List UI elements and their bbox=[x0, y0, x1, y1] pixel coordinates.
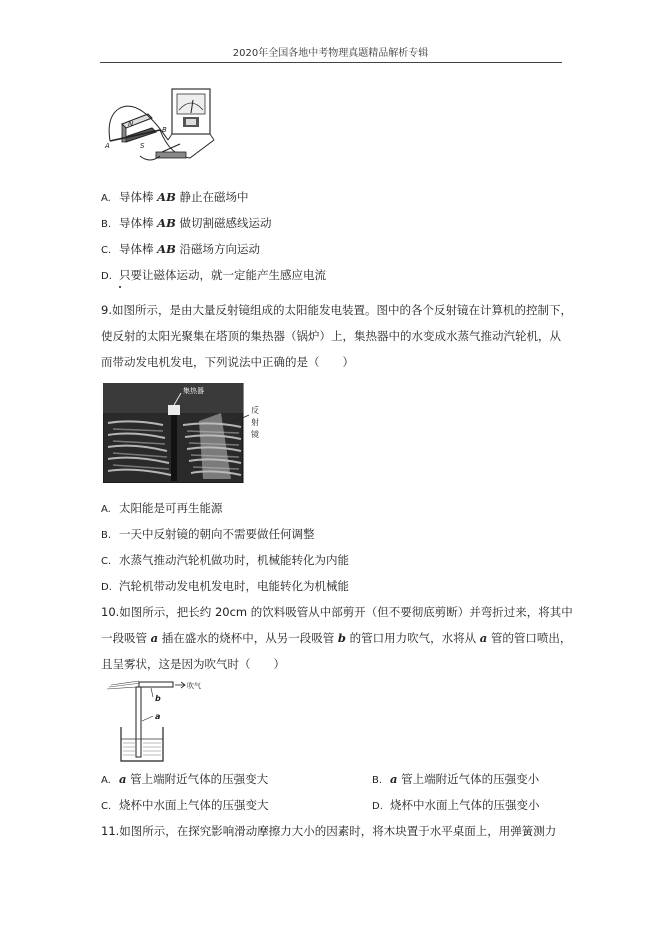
q8-option-d: D. 只要让磁体运动，就一定能产生感应电流 bbox=[101, 268, 326, 282]
q8-label-n: N bbox=[128, 120, 134, 128]
q9-option-a: A. 太阳能是可再生能源 bbox=[101, 501, 223, 515]
q10-option-a: A. a 管上端附近气体的压强变大 bbox=[101, 772, 269, 786]
q9-option-d: D. 汽轮机带动发电机发电时，电能转化为机械能 bbox=[101, 579, 349, 593]
q10-stem-line-3: 且呈雾状，这是因为吹气时（ ） bbox=[101, 657, 285, 671]
q8-label-s: S bbox=[140, 142, 145, 150]
q10-label-a: a bbox=[155, 712, 161, 721]
q9-option-b: B. 一天中反射镜的朝向不需要做任何调整 bbox=[101, 527, 315, 541]
q8-label-b: B bbox=[162, 126, 167, 134]
q9-stem-line-3: 而带动发电机发电，下列说法中正确的是（ ） bbox=[101, 355, 354, 369]
page-header: 2020年全国各地中考物理真题精品解析专辑 bbox=[232, 48, 429, 59]
q9-label-mirror-3: 镜 bbox=[251, 430, 259, 439]
q10-label-blow: 吹气 bbox=[187, 682, 201, 690]
q8-option-a: A. 导体棒 AB 静止在磁场中 bbox=[101, 190, 249, 204]
q10-option-b: B. a 管上端附近气体的压强变小 bbox=[372, 772, 540, 786]
q10-option-d: D. 烧杯中水面上气体的压强变小 bbox=[372, 798, 540, 812]
q9-stem-line-1: 9.如图所示，是由大量反射镜组成的太阳能发电装置。图中的各个反射镜在计算机的控制下， bbox=[101, 303, 572, 317]
q8-option-b: B. 导体棒 AB 做切割磁感线运动 bbox=[101, 216, 272, 230]
q10-stem-line-1: 10.如图所示，把长约 20cm 的饮料吸管从中部剪开（但不要彻底剪断）并弯折过来，将其中 bbox=[101, 605, 573, 619]
q9-option-c: C. 水蒸气推动汽轮机做功时，机械能转化为内能 bbox=[101, 553, 349, 567]
q9-solar-tower-photo bbox=[103, 383, 268, 483]
q8-induction-figure bbox=[100, 86, 230, 176]
q9-label-collector: 集热器 bbox=[183, 387, 204, 395]
header-divider bbox=[100, 62, 562, 63]
q10-straw-beaker-figure bbox=[103, 679, 213, 763]
q10-stem-line-2: 一段吸管 a 插在盛水的烧杯中，从另一段吸管 b 的管口用力吹气，水将从 a 管的管口喷出， bbox=[101, 631, 572, 645]
q8-label-a: A bbox=[105, 142, 110, 150]
q9-label-mirror-1: 反 bbox=[251, 406, 259, 415]
q9-label-mirror-2: 射 bbox=[251, 418, 259, 427]
q10-label-b: b bbox=[155, 694, 161, 703]
q8-option-c: C. 导体棒 AB 沿磁场方向运动 bbox=[101, 242, 260, 256]
q10-option-c: C. 烧杯中水面上气体的压强变大 bbox=[101, 798, 269, 812]
stray-mark bbox=[119, 286, 121, 288]
q11-stem-line-1: 11.如图所示，在探究影响滑动摩擦力大小的因素时，将木块置于水平桌面上，用弹簧测力 bbox=[101, 824, 557, 838]
q9-stem-line-2: 使反射的太阳光聚集在塔顶的集热器（锅炉）上，集热器中的水变成水蒸气推动汽轮机，从 bbox=[101, 329, 561, 343]
